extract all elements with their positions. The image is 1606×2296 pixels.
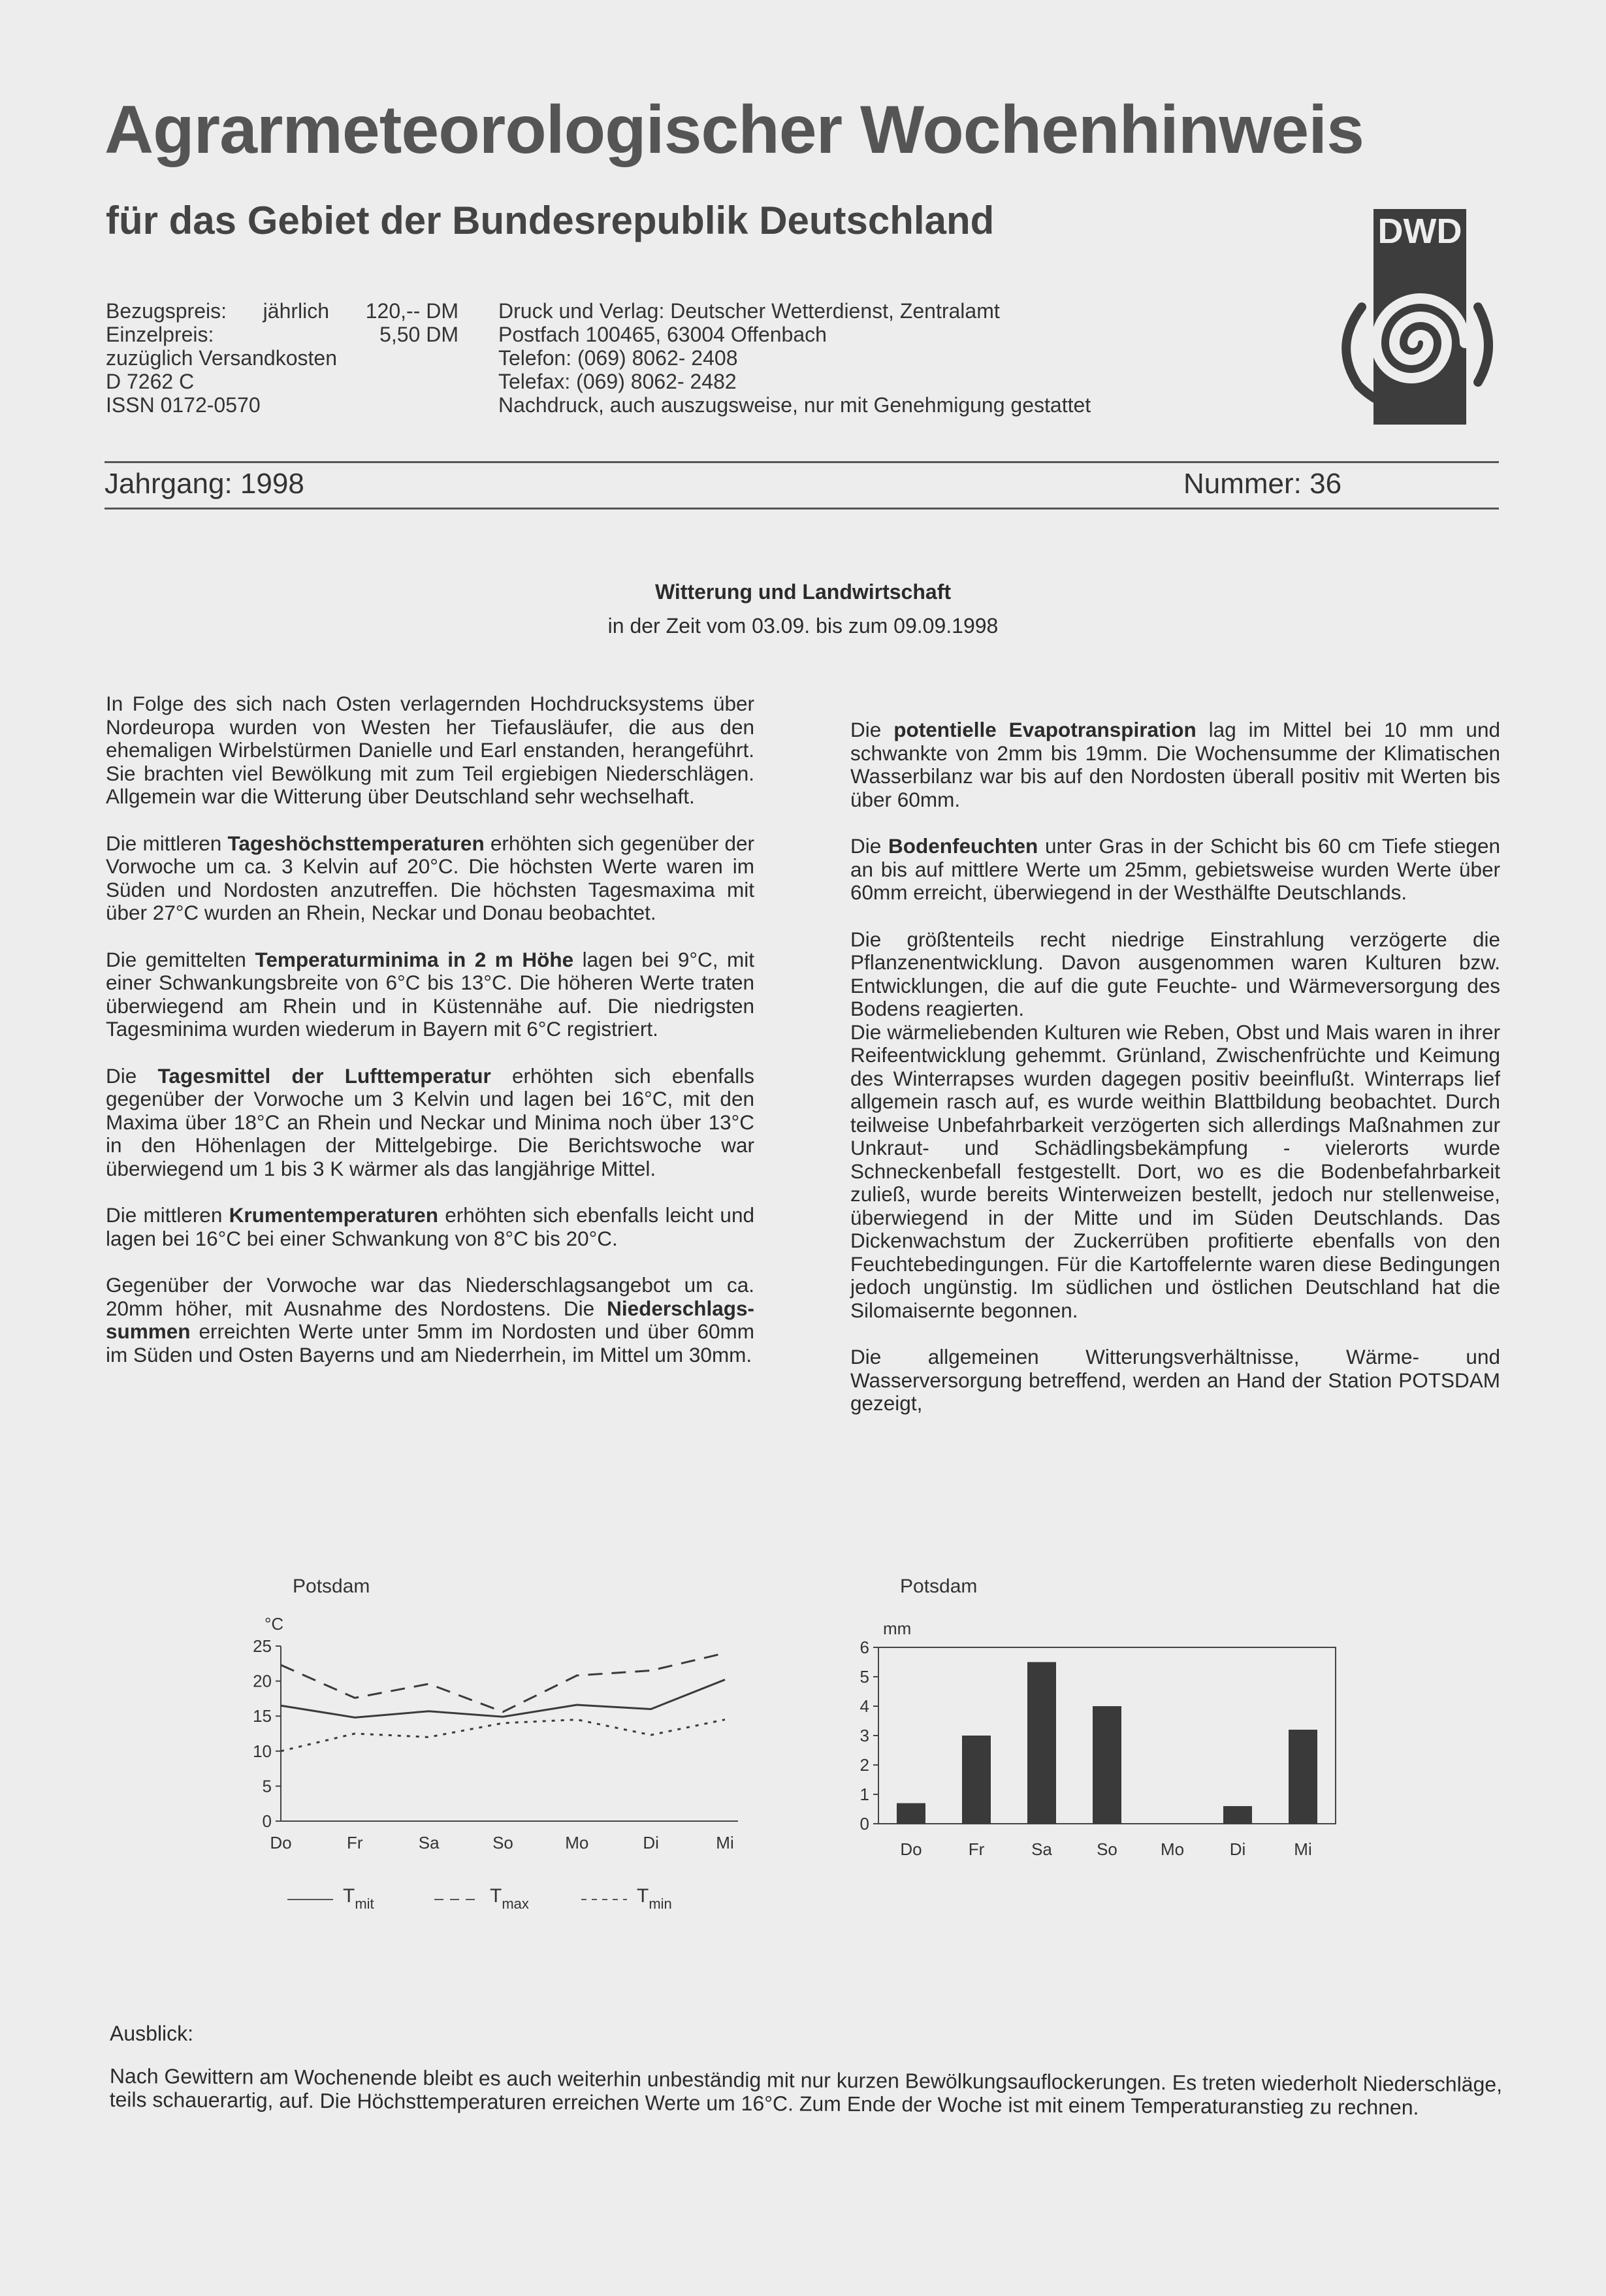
y-tick-label: 6 bbox=[859, 1638, 869, 1657]
x-tick-label: Do bbox=[270, 1833, 292, 1852]
publisher-line: Nachdruck, auch auszugsweise, nur mit Genehmigung gestattet bbox=[498, 393, 1091, 417]
paragraph: Die Bodenfeuchten unter Gras in der Schicht bis 60 cm Tiefe stiegen an bis auf mittlere Werte um 25mm, gebietsweise wurden Werte über 60mm erreicht, überwiegend in der Westhälfte Deutschlands. bbox=[850, 834, 1500, 904]
rule-top bbox=[104, 461, 1499, 463]
y-tick-label: 3 bbox=[859, 1726, 869, 1745]
y-tick-label: 25 bbox=[253, 1636, 272, 1656]
rule-bottom bbox=[104, 508, 1499, 509]
outlook-label: Ausblick: bbox=[110, 2022, 194, 2045]
paragraph: In Folge des sich nach Osten verlagernden Hochdrucksystems über Nordeuropa wurden von Westen her Tiefausläufer, die aus den ehemaligen Wirbelstürmen Danielle und Earl enstanden, herangeführt. Sie brachten viel Bewölkung mit zum Teil ergiebigen Niederschlägen. Allgemein war die Witterung über Deutschland sehr wechselhaft. bbox=[106, 692, 754, 808]
price-label-single: Einzelpreis: bbox=[106, 323, 214, 346]
price-info bbox=[106, 299, 458, 417]
publisher-line: Postfach 100465, 63004 Offenbach bbox=[498, 323, 827, 346]
paragraph: Die gemittelten Temperaturminima in 2 m Höhe lagen bei 9°C, mit einer Schwankungsbreite von 6°C bis 13°C. Die höheren Werte traten überwiegend am Rhein und in Küstennähe auf. Die niedrigsten Tagesminima wurden wiederum in Bayern mit 6°C registriert. bbox=[106, 947, 754, 1041]
keyword: Temperaturminima in 2 m Höhe bbox=[255, 947, 574, 971]
y-tick-label: 5 bbox=[859, 1667, 869, 1687]
y-axis-unit: °C bbox=[265, 1614, 284, 1634]
y-tick-label: 0 bbox=[859, 1814, 869, 1834]
keyword: Krumentemperaturen bbox=[229, 1203, 438, 1227]
x-tick-label: Mi bbox=[716, 1833, 734, 1852]
series-line-min bbox=[281, 1720, 725, 1751]
y-tick-label: 5 bbox=[262, 1776, 272, 1796]
x-tick-label: Mi bbox=[1294, 1839, 1312, 1859]
issn: ISSN 0172-0570 bbox=[106, 393, 261, 417]
price-row-single bbox=[106, 323, 458, 346]
price-shipping: zuzüglich Versandkosten bbox=[106, 346, 337, 370]
publisher-info bbox=[498, 299, 1091, 417]
report-heading: Witterung und Landwirtschaft bbox=[654, 580, 951, 604]
price-label-annual: Bezugspreis: bbox=[106, 299, 227, 323]
page-subtitle: für das Gebiet der Bundesrepublik Deutschland bbox=[106, 199, 995, 242]
paragraph: Die Tagesmittel der Lufttemperatur erhöhten sich ebenfalls gegenüber der Vorwoche um 3 Kelvin und lagen bei 16°C, mit den Maxima über 18°C an Rhein und Neckar und Minima noch über 13°C in den Höhenlagen der Mittelgebirge. Die Berichtswoche war überwiegend um 1 bis 3 K wärmer als das langjährige Mittel. bbox=[106, 1063, 754, 1180]
issue-number: Nummer: 36 bbox=[1183, 468, 1342, 500]
publisher-line: Druck und Verlag: Deutscher Wetterdienst, Zentralamt bbox=[498, 299, 1000, 323]
temperature-chart bbox=[248, 1574, 758, 1927]
volume-label: Jahrgang: 1998 bbox=[104, 468, 304, 500]
price-value-single: 5,50 DM bbox=[379, 323, 458, 346]
postal-code: D 7262 C bbox=[106, 370, 195, 393]
page-title: Agrarmeteorologischer Wochenhinweis bbox=[104, 92, 1364, 168]
y-tick-label: 0 bbox=[262, 1811, 272, 1831]
keyword: Tageshöchsttemperaturen bbox=[227, 831, 485, 855]
x-tick-label: Do bbox=[900, 1839, 922, 1859]
y-tick-label: 2 bbox=[859, 1755, 869, 1775]
keyword: Tagesmittel der Lufttemperatur bbox=[157, 1063, 491, 1088]
x-tick-label: Sa bbox=[418, 1833, 440, 1852]
bar-so bbox=[1093, 1706, 1121, 1824]
paragraph: Die potentielle Evapotranspiration lag im Mittel bei 10 mm und schwankte von 2mm bis 19mm. Die Wochensumme der Klimatischen Wasserbilanz war bis auf den Nordosten überall positiv mit Werten bis über 60mm. bbox=[850, 718, 1500, 811]
keyword: Niederschlagssummen bbox=[106, 1296, 754, 1343]
y-tick-label: 10 bbox=[253, 1741, 272, 1761]
report-period: in der Zeit vom 03.09. bis zum 09.09.1998 bbox=[607, 614, 999, 638]
keyword: Bodenfeuchten bbox=[888, 834, 1038, 858]
paragraph: Die wärmeliebenden Kulturen wie Reben, Obst und Mais waren in ihrer Reifeentwicklung gehemmt. Grünland, Zwischenfrüchte und Keimung des Winterrapses wurden dagegen positiv beeinflußt. Winterraps lief allgemein rasch auf, es wurde weithin Blattbildung beobachtet. Durch teilweise Unbefahrbarkeit verzögerten sich allerdings Maßnahmen zur Unkraut- und Schädlingsbekämpfung - vielerorts wurde Schneckenbefall festgestellt. Dort, wo es die Bodenbefahrbarkeit zuließ, wurde bereits Winterweizen bestellt, jedoch nur stellenweise, überwiegend in der Mitte und im Süden Deutschlands. Das Dickenwachstum der Zuckerrüben profitierte ebenfalls von den Feuchtebedingungen. Für die Kartoffelernte waren diese Bedingungen jedoch ungünstig. Im südlichen und östlichen Deutschland hat die Silomaisernte begonnen. bbox=[850, 1020, 1500, 1322]
legend-label: $T_{min}$ bbox=[637, 1885, 672, 1912]
x-tick-label: Sa bbox=[1031, 1839, 1052, 1859]
x-tick-label: Di bbox=[643, 1833, 659, 1852]
bar-di bbox=[1223, 1806, 1252, 1824]
price-row-annual bbox=[106, 299, 458, 323]
bar-fr bbox=[962, 1736, 991, 1824]
series-line-max bbox=[281, 1653, 725, 1712]
y-tick-label: 1 bbox=[859, 1785, 869, 1804]
publisher-line: Telefon: (069) 8062- 2408 bbox=[498, 346, 738, 370]
right-column bbox=[850, 719, 1500, 1439]
left-column bbox=[106, 692, 754, 1390]
paragraph: Die allgemeinen Witterungsverhältnisse, Wärme- und Wasserversorgung betreffend, werden an Hand der Station POTSDAM gezeigt, bbox=[850, 1345, 1500, 1415]
x-tick-label: So bbox=[492, 1833, 513, 1852]
logo-text: DWD bbox=[1377, 212, 1462, 251]
bar-sa bbox=[1027, 1662, 1056, 1824]
legend-label: $T_{max}$ bbox=[490, 1885, 529, 1912]
y-axis-unit: mm bbox=[883, 1619, 912, 1638]
dwd-logo bbox=[1323, 209, 1499, 425]
precipitation-chart bbox=[849, 1574, 1345, 1881]
paragraph: Die mittleren Krumentemperaturen erhöhten sich ebenfalls leicht und lagen bei 16°C bei einer Schwankung von 8°C bis 20°C. bbox=[106, 1203, 754, 1250]
y-tick-label: 15 bbox=[253, 1706, 272, 1726]
y-tick-label: 20 bbox=[253, 1671, 272, 1691]
paragraph: Gegenüber der Vorwoche war das Niederschlagsangebot um ca. 20mm höher, mit Ausnahme des Nordostens. Die Niederschlagssummen erreichten Werte unter 5mm im Nordosten und über 60mm im Süden und Osten Bayerns und am Niederrhein, im Mittel um 30mm. bbox=[106, 1273, 754, 1366]
outlook-text: Nach Gewittern am Wochenende bleibt es auch weiterhin unbeständig mit nur kurzen Bewölkungsauflockerungen. Es treten wiederholt Niederschläge, teils schauerartig, auf. Die Höchsttemperaturen erreichen Werte um 16°C. Zum Ende der Woche ist mit einem Temperaturanstieg zu rechnen. bbox=[109, 2064, 1503, 2120]
y-tick-label: 4 bbox=[859, 1696, 869, 1716]
chart-title: Potsdam bbox=[900, 1576, 978, 1597]
x-tick-label: Mo bbox=[1160, 1839, 1185, 1859]
price-period: jährlich bbox=[263, 299, 330, 323]
paragraph: Die größtenteils recht niedrige Einstrahlung verzögerte die Pflanzenentwicklung. Davon ausgenommen waren Kulturen bzw. Entwicklungen, die auf die gute Feuchte- und Wärmeversorgung des Bodens reagierten. bbox=[850, 927, 1500, 1020]
bar-mi bbox=[1289, 1730, 1317, 1824]
price-value-annual: 120,-- DM bbox=[365, 299, 458, 323]
x-tick-label: So bbox=[1097, 1839, 1117, 1859]
publisher-line: Telefax: (069) 8062- 2482 bbox=[498, 370, 737, 393]
legend-label: $T_{mit}$ bbox=[343, 1885, 374, 1912]
bar-do bbox=[897, 1803, 925, 1824]
paragraph: Die mittleren Tageshöchsttemperaturen erhöhten sich gegenüber der Vorwoche um ca. 3 Kelvin auf 20°C. Die höchsten Werte waren im Süden und Nordosten anzutreffen. Die höchsten Tagesmaxima mit über 27°C wurden an Rhein, Neckar und Donau beobachtet. bbox=[106, 831, 754, 924]
chart-title: Potsdam bbox=[293, 1576, 370, 1597]
x-tick-label: Fr bbox=[347, 1833, 363, 1852]
x-tick-label: Mo bbox=[565, 1833, 589, 1852]
x-tick-label: Di bbox=[1229, 1839, 1246, 1859]
keyword: potentielle Evapotranspiration bbox=[893, 718, 1196, 741]
x-tick-label: Fr bbox=[968, 1839, 985, 1859]
